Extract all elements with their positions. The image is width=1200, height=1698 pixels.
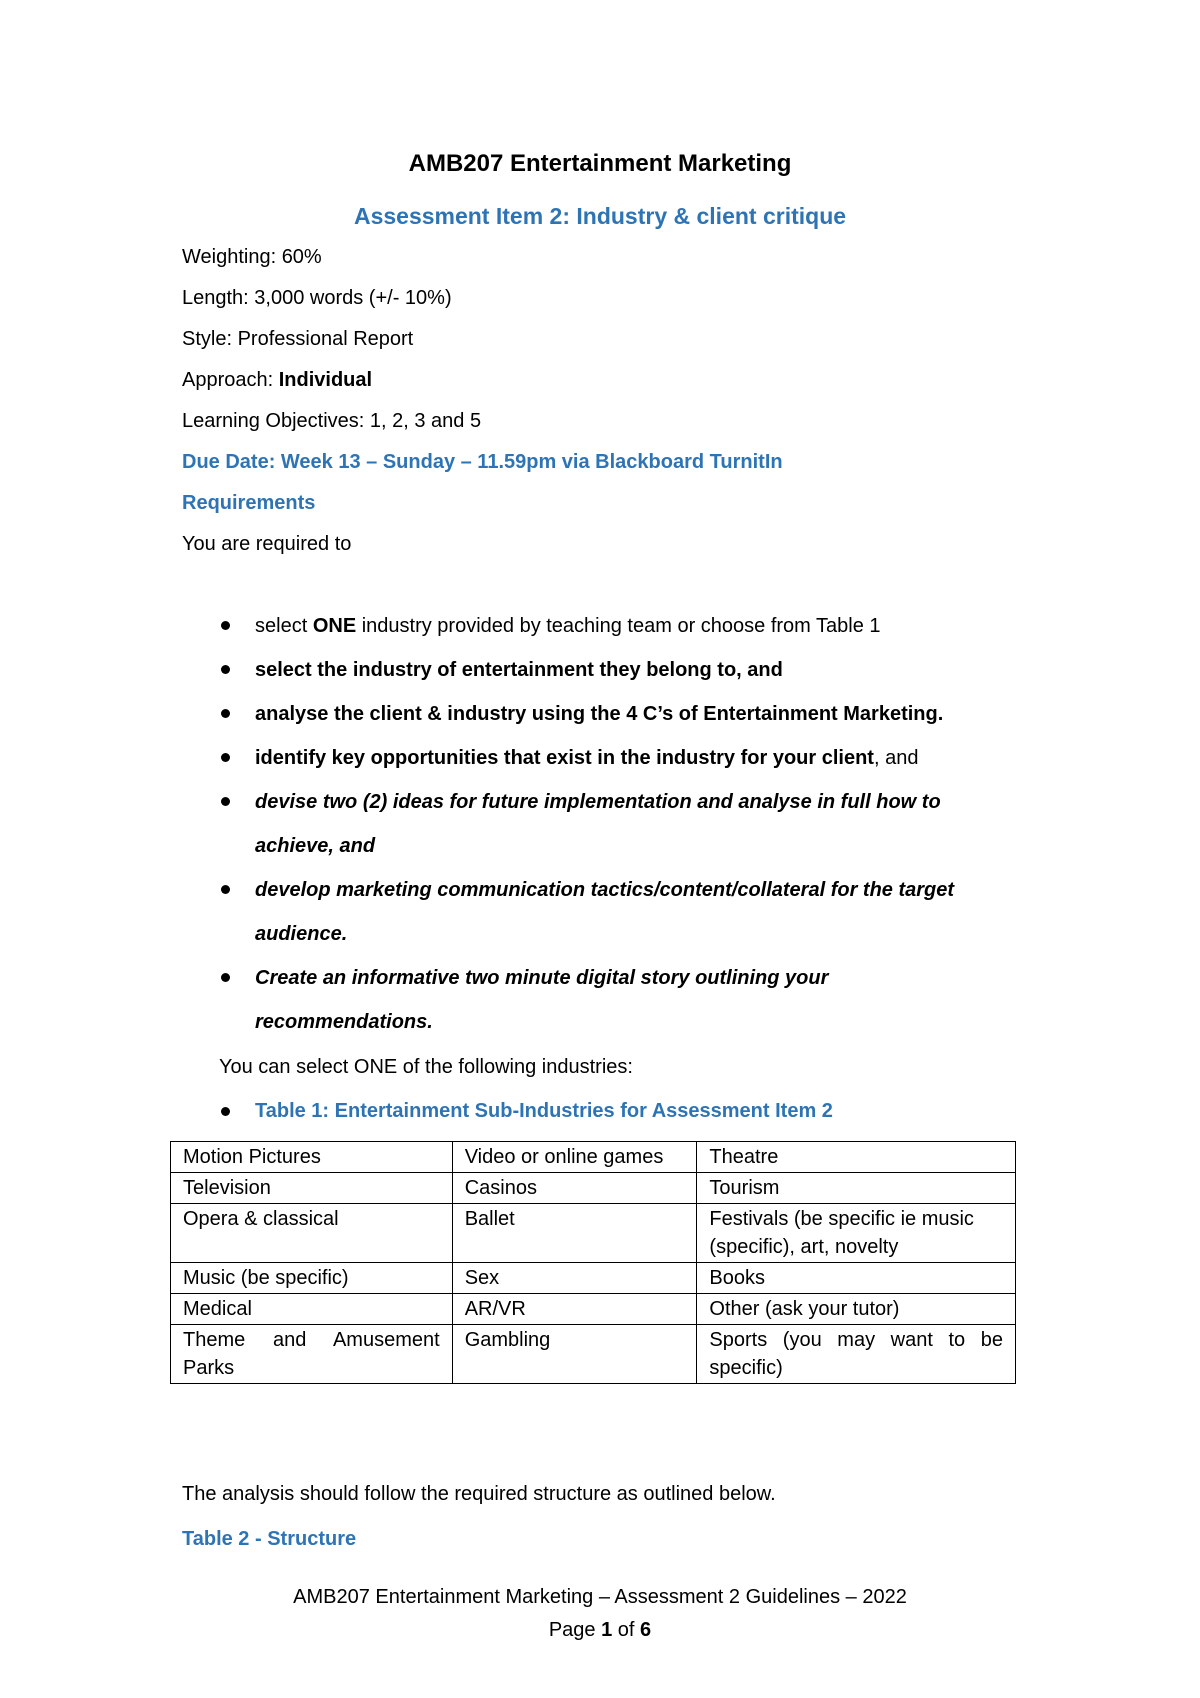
table-row: [171, 1204, 1016, 1263]
table-cell: Gambling: [452, 1325, 697, 1384]
table-row: [171, 1263, 1016, 1294]
table-row: [171, 1173, 1016, 1204]
table-cell: Festivals (be specific ie music (specific), art, novelty: [697, 1204, 1016, 1263]
table-cell: Motion Pictures: [171, 1142, 453, 1173]
table-cell: Tourism: [697, 1173, 1016, 1204]
requirements-list: [182, 604, 1042, 1044]
requirements-intro: You are required to: [182, 533, 352, 555]
table-cell: Theatre: [697, 1142, 1016, 1173]
document-subtitle: Assessment Item 2: Industry & client critique: [353, 203, 847, 229]
analysis-structure-text: The analysis should follow the required structure as outlined below.: [182, 1483, 776, 1505]
table1-title: Table 1: Entertainment Sub-Industries for Assessment Item 2: [255, 1100, 833, 1122]
requirements-heading: Requirements: [182, 492, 316, 514]
approach-value: Individual: [278, 369, 373, 391]
list-item: devise two (2) ideas for future implementation and analyse in full how to achieve, and: [182, 780, 1042, 868]
table-cell: AR/VR: [452, 1294, 697, 1325]
table2-title: Table 2 - Structure: [182, 1528, 357, 1550]
footer-text: AMB207 Entertainment Marketing – Assessment 2 Guidelines – 2022: [293, 1586, 907, 1608]
table-cell: Other (ask your tutor): [697, 1294, 1016, 1325]
style-text: Style: Professional Report: [182, 328, 414, 350]
length-text: Length: 3,000 words (+/- 10%): [182, 287, 452, 309]
table-cell: Theme and Amusement Parks: [171, 1325, 453, 1384]
industries-table: [170, 1141, 1016, 1384]
table-row: [171, 1142, 1016, 1173]
table-cell: Books: [697, 1263, 1016, 1294]
page-number: Page 1 of 6: [548, 1619, 652, 1641]
table-cell: Television: [171, 1173, 453, 1204]
table-cell: Opera & classical: [171, 1204, 453, 1263]
document-title: AMB207 Entertainment Marketing: [408, 150, 792, 177]
approach-text: [182, 367, 1082, 393]
list-item: develop marketing communication tactics/content/collateral for the target audience.: [182, 868, 1042, 956]
due-date-text: Due Date: Week 13 – Sunday – 11.59pm via Blackboard TurnitIn: [182, 451, 783, 473]
table-cell: Sex: [452, 1263, 697, 1294]
table-cell: Casinos: [452, 1173, 697, 1204]
table-cell: Medical: [171, 1294, 453, 1325]
table-cell: Ballet: [452, 1204, 697, 1263]
select-one-text: You can select ONE of the following industries:: [219, 1056, 633, 1078]
table1-bullet-icon: [221, 1107, 230, 1116]
weighting-text: Weighting: 60%: [182, 246, 322, 268]
approach-label: Approach:: [182, 369, 279, 391]
table-cell: Sports (you may want to be specific): [697, 1325, 1016, 1384]
table-row: [171, 1294, 1016, 1325]
list-item: analyse the client & industry using the 4 C’s of Entertainment Marketing.: [182, 692, 1042, 736]
list-item: select the industry of entertainment they belong to, and: [182, 648, 1042, 692]
learning-objectives-text: Learning Objectives: 1, 2, 3 and 5: [182, 410, 482, 432]
table-row: [171, 1325, 1016, 1384]
list-item: Create an informative two minute digital story outlining your recommendations.: [182, 956, 1042, 1044]
list-item: select ONE industry provided by teaching team or choose from Table 1: [182, 604, 1042, 648]
table-cell: Music (be specific): [171, 1263, 453, 1294]
list-item: identify key opportunities that exist in the industry for your client, and: [182, 736, 1042, 780]
table-cell: Video or online games: [452, 1142, 697, 1173]
